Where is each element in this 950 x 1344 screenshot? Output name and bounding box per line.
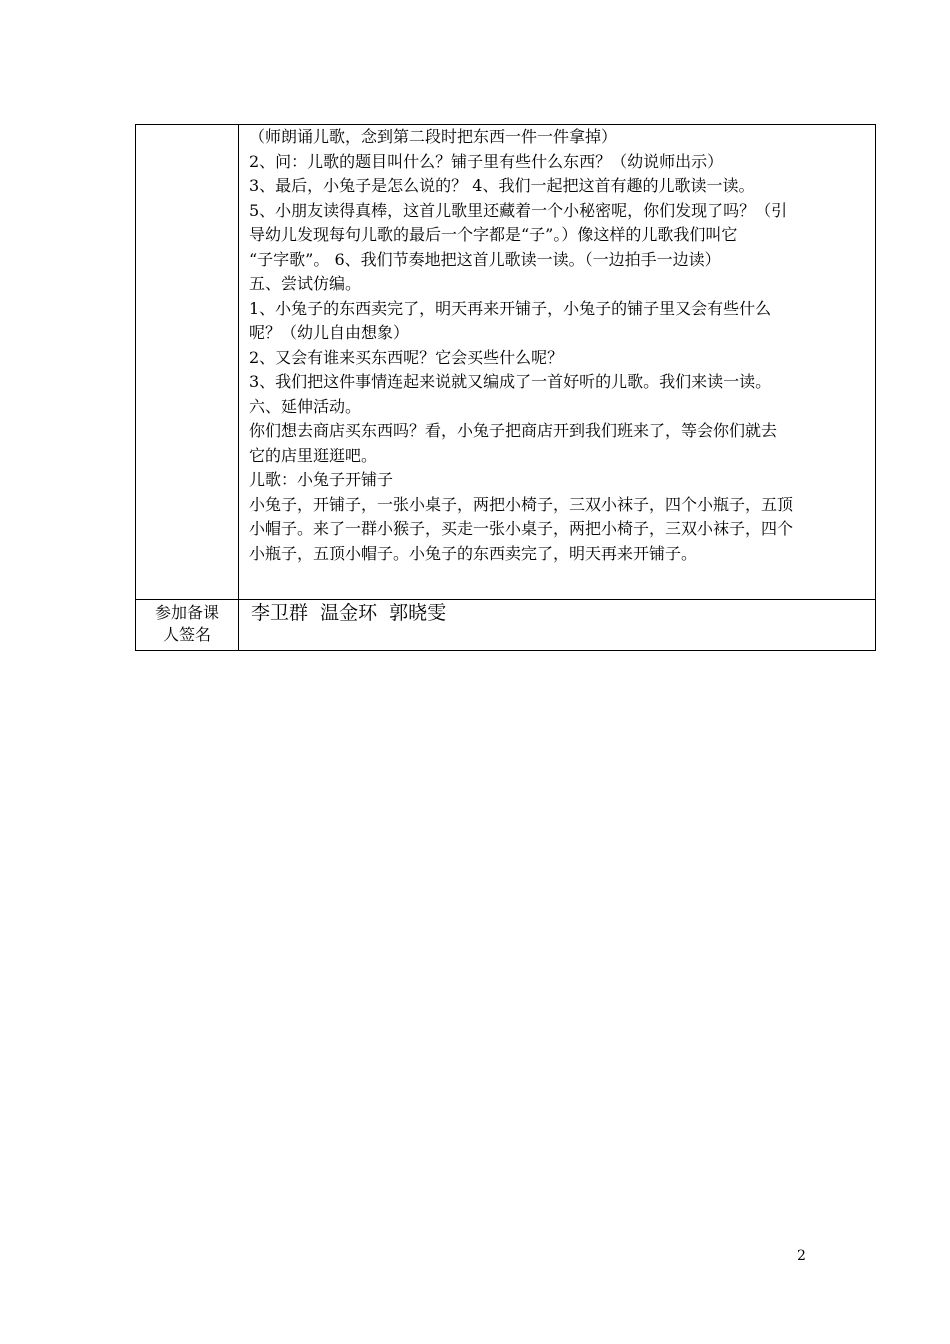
content-line: 儿歌：小兔子开铺子 [249,470,394,489]
content-line: 呢？（幼儿自由想象） [249,323,410,342]
content-line: 1、小兔子的东西卖完了，明天再来开铺子，小兔子的铺子里又会有些什么 [249,298,772,318]
signature-names-cell [239,600,876,651]
content-line: 导幼儿发现每句儿歌的最后一个字都是“子”。）像这样的儿歌我们叫它 [249,225,738,244]
content-line: 2、又会有谁来买东西呢？它会买些什么呢？ [249,347,564,367]
content-line: “子字歌”。 6、我们节奏地把这首儿歌读一读。（一边拍手一边读） [249,249,721,269]
content-line: 你们想去商店买东西吗？看，小兔子把商店开到我们班来了，等会你们就去 [249,421,778,440]
signature-label-cell [136,600,239,651]
content-line: 3、最后，小兔子是怎么说的？ 4、我们一起把这首有趣的儿歌读一读。 [249,176,755,195]
content-line: 2、问：儿歌的题目叫什么？铺子里有些什么东西？（幼说师出示） [249,151,724,171]
content-line: 小帽子。来了一群小猴子，买走一张小桌子，两把小椅子，三双小袜子，四个 [249,519,794,538]
content-line: 六、延伸活动。 [249,396,362,416]
content-row [136,125,876,600]
signature-label-line1: 参加备课 [154,603,219,622]
signature-names: 李卫群 温金环 郭晓雯 [251,602,447,624]
content-line: 小兔子，开铺子，一张小桌子，两把小椅子，三双小袜子，四个小瓶子，五顶 [249,494,794,514]
content-line: 5、小朋友读得真棒，这首儿歌里还藏着一个小秘密呢，你们发现了吗？（引 [249,200,788,220]
signature-label-line2: 人签名 [162,625,211,644]
content-line: 3、我们把这件事情连起来说就又编成了一首好听的儿歌。我们来读一读。 [249,372,772,391]
signature-row [136,600,876,651]
content-line: 它的店里逛逛吧。 [249,445,378,465]
content-line: 小瓶子，五顶小帽子。小兔子的东西卖完了，明天再来开铺子。 [249,543,698,563]
page-number: 2 [797,1248,806,1264]
lesson-content-cell [239,125,876,600]
content-line: （师朗诵儿歌，念到第二段时把东西一件一件拿掉） [249,127,618,146]
lesson-plan-table [135,124,876,651]
empty-label-cell [136,125,239,600]
content-line: 五、尝试仿编。 [249,274,362,293]
